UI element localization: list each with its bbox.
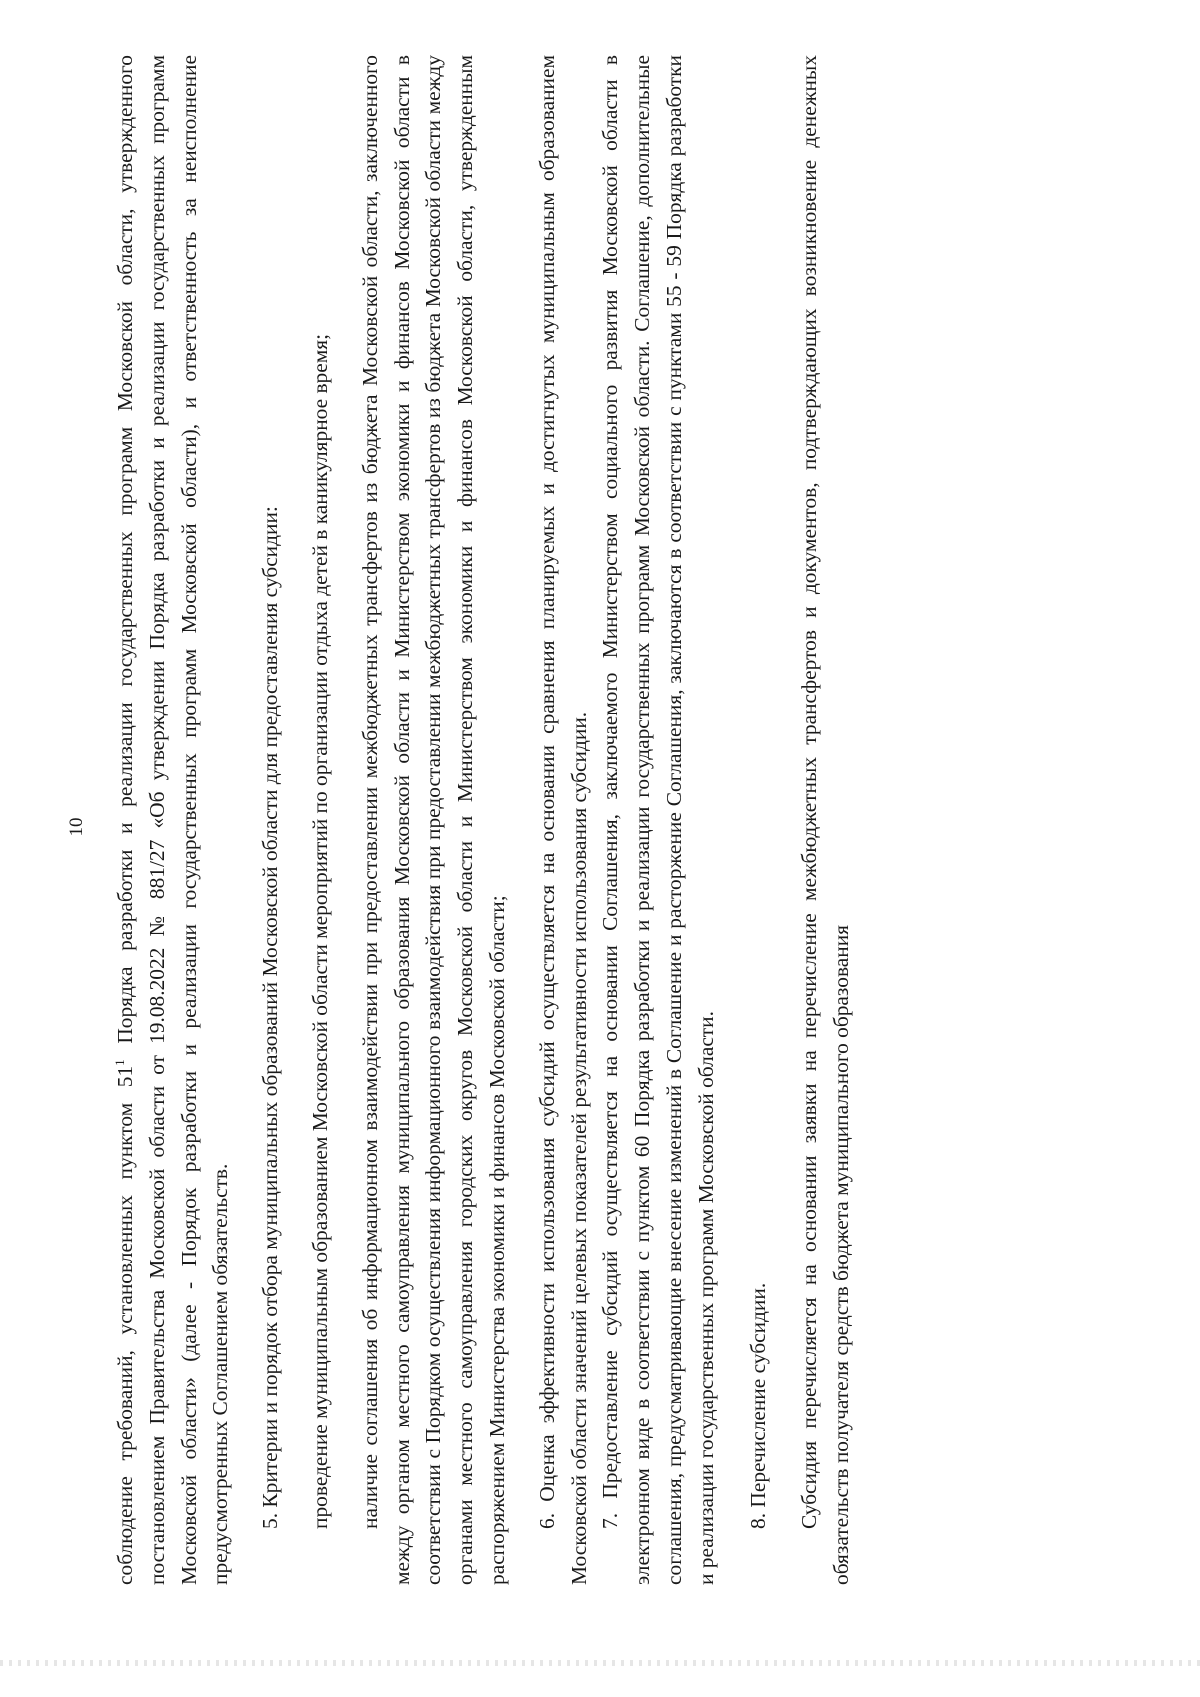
scan-edge-artifact xyxy=(0,1660,1200,1666)
paragraph-requirements-text: соблюдение требований, установленных пунктом 51 xyxy=(113,1065,137,1585)
section-5-heading: 5. Критерии и порядок отбора муниципальных образований Московской области для предоставления субсидии: xyxy=(258,506,283,1529)
criterion-info-agreement: наличие соглашения об информационном взаимодействии при предоставлении межбюджетных трансфертов из бюджета Московской области, заключенного между органом местного самоуправления муниципального образования Московской области и Министерством экономики и финансов Московской области в соответствии с Порядком осуществления информационного взаимодействия при предоставлении межбюджетных трансфертов из бюджета Московской области между органами местного самоуправления городских округов Московской области и Министерством экономики и финансов Московской области, утвержденным распоряжением Министерства экономики и финансов Московской области; xyxy=(357,55,509,1585)
section-8-paragraph: Субсидия перечисляется на основании заявки на перечисление межбюджетных трансфертов и документов, подтверждающих возникновение денежных обязательств получателя средств бюджета муниципального образования xyxy=(797,55,854,1585)
section-7-paragraph: 7. Предоставление субсидий осуществляется на основании Соглашения, заключаемого Министерством социального развития Московской области в электронном виде в соответствии с пунктом 60 Порядка разработки и реализации государственных программ Московской области. Соглашение, дополнительные соглашения, предусматривающие внесение изменений в Соглашение и расторжение Соглашения, заключаются в соответствии с пунктами 55 - 59 Порядка разработки и реализации государственных программ Московской области. xyxy=(598,55,718,1585)
section-8-heading: 8. Перечисление субсидии. xyxy=(745,1282,770,1529)
criterion-summer-rest: проведение муниципальным образованием Московской области мероприятий по организации отдыха детей в каникулярное время; xyxy=(307,333,332,1529)
superscript: 1 xyxy=(111,1059,127,1066)
page-number: 10 xyxy=(66,817,87,837)
paragraph-requirements xyxy=(110,55,237,1585)
document-body xyxy=(110,55,1110,1585)
section-6-paragraph: 6. Оценка эффективности использования субсидий осуществляется на основании сравнения планируемых и достигнутых муниципальным образованием Московской области значений целевых показателей результативности использования субсидии. xyxy=(534,55,591,1585)
paragraph-requirements-text-cont: Порядка разработки и реализации государственных программ Московской области, утвержденного постановлением Правительства Московской области от 19.08.2022 № 881/27 «Об утверждении Порядка разработки и реализации государственных программ Московской области» (далее - Порядок разработки и реализации государственных программ Московской области), и ответственность за неисполнение предусмотренных Соглашением обязательств. xyxy=(113,55,233,1585)
